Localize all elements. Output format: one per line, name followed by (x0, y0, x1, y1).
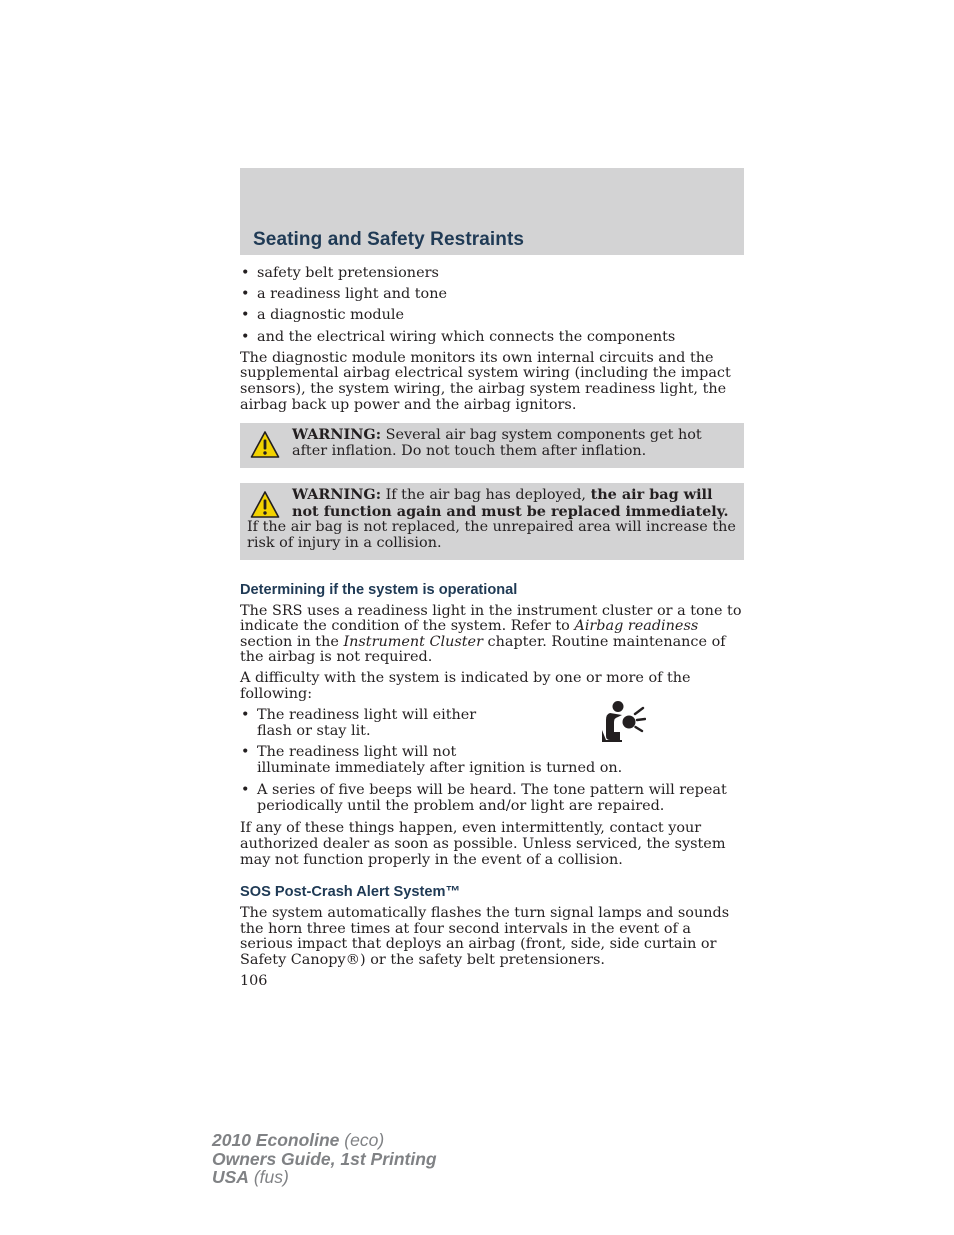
text-run: illuminate immediately after ignition is turned on. (257, 759, 623, 776)
list-item: • and the electrical wiring which connects the components (240, 330, 744, 346)
document-footer (212, 1131, 437, 1187)
component-list (240, 266, 744, 345)
text-run: section in the (240, 633, 344, 650)
text-run: chapter. Routine maintenance of the airbag is not required. (240, 633, 726, 666)
readiness-symptom-list (240, 708, 744, 814)
warning-label: WARNING: (292, 426, 382, 444)
warning-box-hot-components (240, 423, 744, 468)
warning-label: WARNING: (292, 486, 382, 504)
warning-text: Several air bag system components get hot after inflation. Do not touch them after inflation. (292, 427, 702, 459)
list-item (240, 745, 744, 776)
text-run: The readiness light will not (257, 744, 457, 761)
footer-line-model (212, 1131, 437, 1150)
page-title: Seating and Safety Restraints (253, 229, 525, 250)
footer-line-market (212, 1168, 437, 1187)
warning-text: If the air bag is not replaced, the unrepaired area will increase the risk of injury in a collision. (247, 519, 736, 551)
warning-text: If the air bag has deployed, (381, 487, 591, 504)
sos-paragraph: The system automatically flashes the turn signal lamps and sounds the horn three times at four second intervals in the event of a serious impact that deploys an airbag (front, side, side curtain or Safety Canopy®) or the safety belt pretensioners. (240, 905, 730, 968)
text-run: The readiness light will either (257, 707, 477, 724)
srs-paragraph (240, 604, 744, 666)
header-band (240, 168, 744, 255)
list-item: • a readiness light and tone (240, 287, 744, 303)
footer-model: 2010 Econoline (212, 1130, 340, 1150)
list-item: • A series of five beeps will be heard. The tone pattern will repeat periodically until the problem and/or light are repaired. (240, 783, 744, 814)
list-item: • safety belt pretensioners (240, 266, 744, 282)
footer-market-code: (fus) (248, 1167, 289, 1187)
readiness-list-block (240, 708, 744, 814)
footer-line-edition (212, 1150, 437, 1169)
warning-triangle-icon (250, 430, 280, 460)
footer-edition: Owners Guide, 1st Printing (212, 1148, 437, 1169)
difficulty-paragraph: A difficulty with the system is indicated by one or more of the following: (240, 670, 691, 703)
cross-reference: Instrument Cluster (343, 633, 483, 650)
text-run: flash or stay lit. (257, 722, 371, 739)
footer-market: USA (212, 1167, 249, 1187)
cross-reference: Airbag readiness (574, 618, 699, 635)
warning-emphasis: the air bag will not function again and must be replaced immediately. (292, 486, 729, 520)
dealer-paragraph: If any of these things happen, even intermittently, contact your authorized dealer as soon as possible. Unless serviced, the system may not function properly in the event of a collision. (240, 820, 726, 868)
warning-box-deployed-airbag (240, 483, 744, 559)
diagnostic-paragraph: The diagnostic module monitors its own internal circuits and the supplemental airbag electrical system wiring (including the impact sensors), the system wiring, the airbag system readiness light, the airbag back up power and the airbag ignitors. (240, 349, 731, 413)
section-heading-sos: SOS Post-Crash Alert System™ (240, 884, 461, 901)
footer-model-code: (eco) (339, 1130, 385, 1150)
text-run: The SRS uses a readiness light in the instrument cluster or a tone to indicate the condition of the system. Refer to (240, 602, 742, 635)
page-number: 106 (240, 973, 268, 990)
section-heading-operational: Determining if the system is operational (240, 581, 518, 598)
warning-triangle-icon (250, 490, 280, 520)
list-item: • a diagnostic module (240, 308, 744, 324)
main-content (240, 266, 744, 990)
list-item (240, 708, 744, 739)
